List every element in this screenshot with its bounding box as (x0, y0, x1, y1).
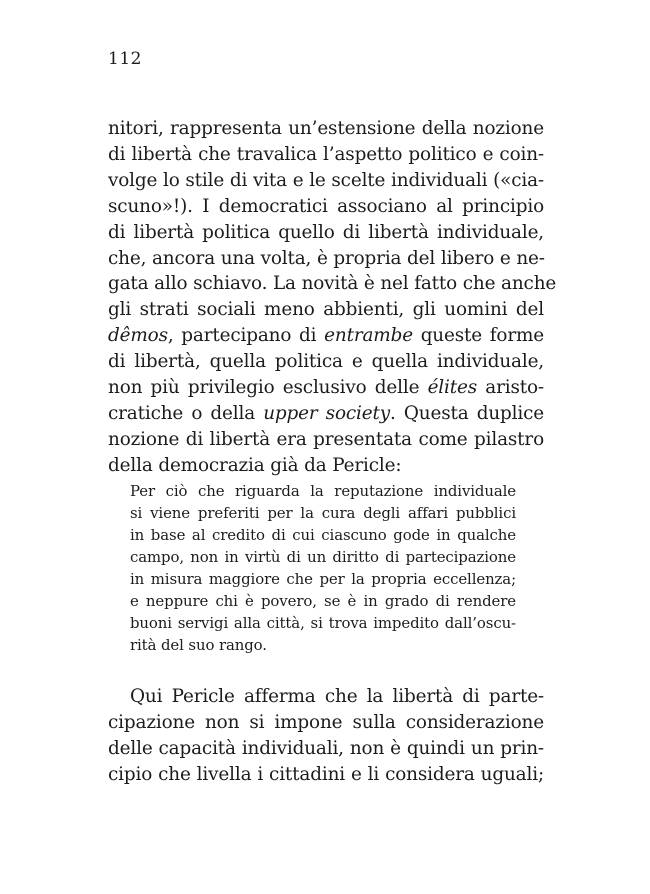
text-line (108, 142, 544, 168)
text-segment: non più privilegio esclusivo delle (108, 377, 428, 399)
text-line (108, 271, 557, 297)
text-line (108, 453, 544, 479)
text-segment: di libertà, quella politica e quella individuale, (108, 351, 544, 373)
text-segment: aristo- (477, 377, 544, 399)
italic-text: upper society (263, 402, 390, 424)
text-segment: rità del suo rango. (130, 636, 267, 654)
text-line (108, 168, 544, 194)
text-line (108, 220, 544, 246)
text-segment: scuno»!). I democratici associano al principio (108, 195, 544, 217)
text-line (108, 401, 544, 427)
text-line (108, 246, 544, 272)
text-segment: buoni servigi alla città, si trova impedito dall’oscu- (130, 614, 516, 632)
text-segment: della democrazia già da Pericle: (108, 454, 402, 476)
text-segment: , partecipano di (167, 325, 325, 347)
text-segment: in misura maggiore che per la propria eccellenza; (130, 570, 516, 588)
text-segment: si viene preferiti per la cura degli affari pubblici (130, 504, 516, 522)
text-line (108, 736, 544, 762)
italic-text: dêmos (108, 325, 168, 347)
text-segment: che, ancora una volta, è propria del libero e ne- (108, 247, 545, 269)
text-segment: gata allo schiavo. La novità è nel fatto che anche (108, 273, 557, 295)
text-line (130, 546, 516, 568)
text-segment: Qui Pericle afferma che la libertà di parte- (130, 686, 544, 707)
text-line (108, 297, 544, 323)
text-segment: di libertà politica quello di libertà individuale, (108, 221, 544, 243)
text-line (130, 568, 516, 590)
text-segment: Per ciò che riguarda la reputazione individuale (130, 482, 516, 500)
text-segment: nitori, rappresenta un’estensione della nozione (108, 118, 544, 139)
text-line (108, 684, 544, 710)
text-segment: nozione di libertà era presentata come pilastro (108, 428, 544, 450)
text-line (130, 480, 516, 502)
text-line (108, 375, 544, 401)
text-segment: gli strati sociali meno abbienti, gli uomini del (108, 299, 544, 321)
text-segment: volge lo stile di vita e le scelte individuali («cia- (108, 169, 544, 191)
text-segment: cratiche o della (108, 402, 264, 424)
text-segment: in base al credito di cui ciascuno gode in qualche (130, 526, 516, 544)
text-segment: delle capacità individuali, non è quindi un prin- (108, 737, 544, 759)
text-segment: di libertà che travalica l’aspetto politico e coin- (108, 143, 544, 165)
italic-text: élites (427, 377, 478, 399)
body-paragraph-2 (108, 684, 544, 788)
text-segment: . Questa duplice (389, 402, 544, 424)
text-line (108, 427, 544, 453)
text-line (130, 502, 516, 524)
text-segment: e neppure chi è povero, se è in grado di rendere (130, 592, 516, 610)
text-line (108, 349, 544, 375)
text-line (108, 762, 544, 788)
text-line (108, 710, 544, 736)
text-line (108, 323, 544, 349)
body-paragraph-1 (108, 116, 557, 479)
text-segment: queste forme (412, 325, 544, 347)
text-line (130, 590, 516, 612)
italic-text: entrambe (324, 325, 413, 347)
text-segment: campo, non in virtù di un diritto di partecipazione (130, 548, 516, 566)
text-line (108, 116, 544, 142)
text-segment: cipazione non si impone sulla considerazione (108, 711, 544, 733)
block-quote (130, 480, 516, 656)
text-line (130, 634, 516, 656)
text-line (130, 524, 516, 546)
text-segment: cipio che livella i cittadini e li considera uguali; (108, 763, 544, 785)
text-line (108, 194, 544, 220)
page-number: 112 (108, 49, 142, 69)
text-line (130, 612, 516, 634)
